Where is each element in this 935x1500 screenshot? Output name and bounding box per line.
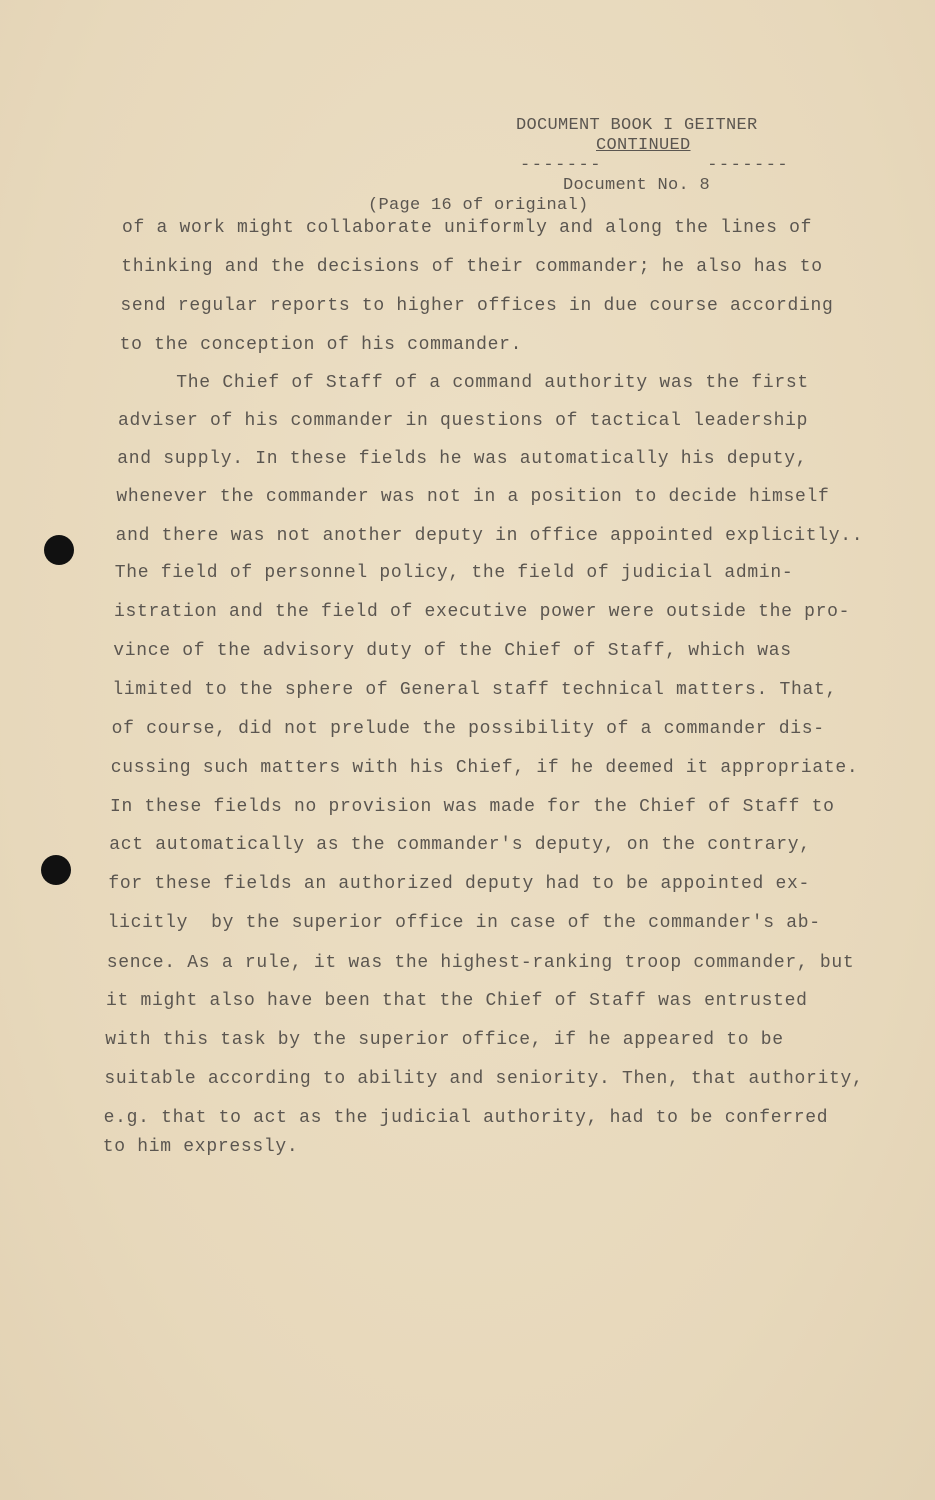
body-line: istration and the field of executive power were outside the pro- [114,602,851,622]
page-reference: (Page 16 of original) [368,196,589,215]
body-line: it might also have been that the Chief of Staff was entrusted [106,991,808,1011]
body-line: send regular reports to higher offices in due course according [120,296,834,316]
body-line: vince of the advisory duty of the Chief of Staff, which was [113,641,792,661]
document-number: Document No. 8 [563,176,711,195]
body-line: adviser of his commander in questions of tactical leadership [118,411,809,431]
header-title: DOCUMENT BOOK I GEITNER [516,116,758,135]
body-line: suitable according to ability and seniority. Then, that authority, [104,1069,864,1089]
body-line: cussing such matters with his Chief, if he deemed it appropriate. [110,758,859,778]
body-line: for these fields an authorized deputy had to be appointed ex- [108,874,810,894]
body-line: to the conception of his commander. [119,335,523,355]
body-line: and supply. In these fields he was automatically his deputy, [117,449,808,469]
body-line: and there was not another deputy in office appointed explicitly.. [115,526,864,546]
body-line: act automatically as the commander's deputy, on the contrary, [109,835,811,855]
body-line: limited to the sphere of General staff technical matters. That, [112,680,838,700]
body-line: e.g. that to act as the judicial authority, had to be conferred [103,1108,829,1128]
punch-hole [41,855,71,885]
body-line: with this task by the superior office, if he appeared to be [105,1030,784,1050]
body-line: The field of personnel policy, the field of judicial admin- [114,563,794,583]
body-line: sence. As a rule, it was the highest-ranking troop commander, but [106,953,855,973]
body-line: thinking and the decisions of their commander; he also has to [121,257,823,277]
header-continued: CONTINUED [596,136,691,155]
body-line: whenever the commander was not in a position to decide himself [116,487,830,507]
header-rule: ------- ------- [520,156,790,175]
body-line: to him expressly. [102,1137,299,1157]
body-line: of a work might collaborate uniformly and along the lines of [122,218,813,238]
punch-hole [44,535,74,565]
body-line: The Chief of Staff of a command authority was the first [118,373,809,393]
body-line: In these fields no provision was made for the Chief of Staff to [110,797,835,817]
body-line: of course, did not prelude the possibility of a commander dis- [111,719,825,739]
body-line: licitly by the superior office in case of the commander's ab- [107,913,821,933]
